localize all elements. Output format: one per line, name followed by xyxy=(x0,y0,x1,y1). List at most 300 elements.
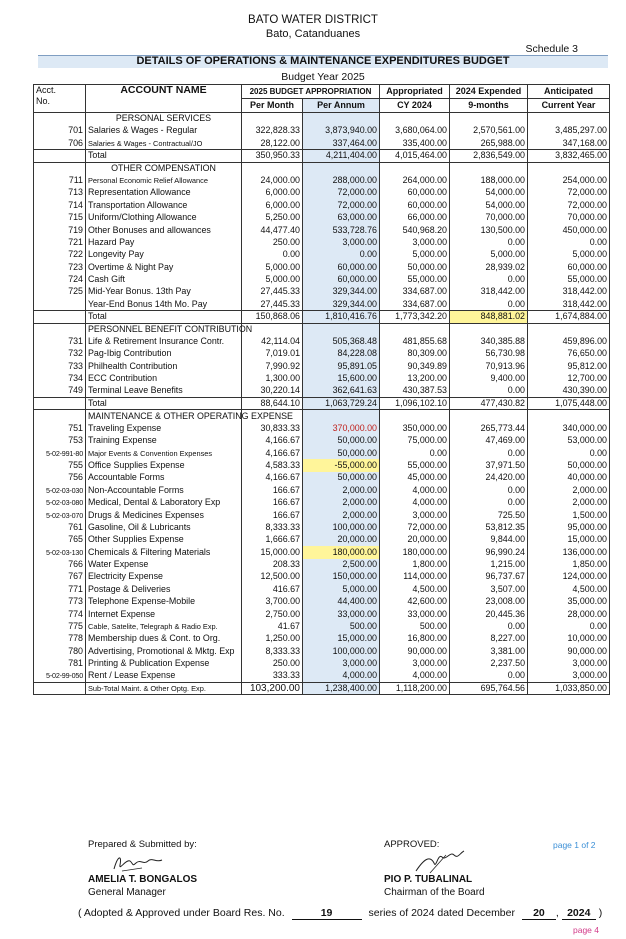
per-month-value: 166.67 xyxy=(242,497,303,509)
signature-chairman xyxy=(408,849,468,875)
table-row xyxy=(34,596,610,608)
anticipated-value: 53,000.00 xyxy=(528,435,610,447)
appropriated-value: 60,000.00 xyxy=(380,199,450,211)
page-four-note: page 4 xyxy=(573,925,599,935)
category-label: MAINTENANCE & OTHER OPERATING EXPENSE xyxy=(86,410,242,422)
per-month-value: 4,166.67 xyxy=(242,472,303,484)
total-row xyxy=(34,150,610,162)
appropriated-value: 500.00 xyxy=(380,621,450,633)
anticipated-value: 318,442.00 xyxy=(528,286,610,298)
page-one-note: page 1 of 2 xyxy=(553,840,596,850)
gm-name: AMELIA T. BONGALOS xyxy=(88,874,198,885)
per-annum-value: 100,000.00 xyxy=(303,521,380,533)
anticipated-value: 90,000.00 xyxy=(528,645,610,657)
table-row xyxy=(34,621,610,633)
per-annum-value: 15,600.00 xyxy=(303,373,380,385)
per-annum-value: 3,873,940.00 xyxy=(303,125,380,137)
category-label: OTHER COMPENSATION xyxy=(86,162,242,174)
account-name: Life & Retirement Insurance Contr. xyxy=(86,336,242,348)
table-row xyxy=(34,546,610,558)
per-annum-value: 150,000.00 xyxy=(303,571,380,583)
empty-cell xyxy=(528,323,610,335)
per-annum-value: 1,238,400.00 xyxy=(303,683,380,695)
adopt-text-b: series of 2024 dated December xyxy=(368,907,515,919)
acct-no: 749 xyxy=(34,385,86,397)
table-row xyxy=(34,187,610,199)
table-row xyxy=(34,497,610,509)
empty-cell xyxy=(380,323,450,335)
account-name: Medical, Dental & Laboratory Exp xyxy=(86,497,242,509)
per-month-value: 166.67 xyxy=(242,484,303,496)
prepared-by-label: Prepared & Submitted by: xyxy=(88,839,197,850)
per-month-value: 1,300.00 xyxy=(242,373,303,385)
table-row xyxy=(34,298,610,310)
appropriated-value: 33,000.00 xyxy=(380,608,450,620)
per-annum-value: 180,000.00 xyxy=(303,546,380,558)
expended-value: 96,737.67 xyxy=(450,571,528,583)
table-row xyxy=(34,484,610,496)
per-month-value: 42,114.04 xyxy=(242,336,303,348)
acct-no xyxy=(34,683,86,695)
anticipated-value: 3,000.00 xyxy=(528,670,610,682)
adopt-close: ) xyxy=(598,907,603,919)
expended-value: 725.50 xyxy=(450,509,528,521)
appropriated-value: 481,855.68 xyxy=(380,336,450,348)
per-month-value: 350,950.33 xyxy=(242,150,303,162)
appropriated-value: 55,000.00 xyxy=(380,459,450,471)
acct-header xyxy=(34,85,86,113)
per-month-header: Per Month xyxy=(242,99,303,113)
account-name: Philhealth Contribution xyxy=(86,360,242,372)
expended-value: 0.00 xyxy=(450,621,528,633)
table-row xyxy=(34,212,610,224)
appropriated-value: 55,000.00 xyxy=(380,274,450,286)
per-month-value: 27,445.33 xyxy=(242,298,303,310)
adopt-year: 2024 xyxy=(562,907,596,920)
expended-value: 265,988.00 xyxy=(450,137,528,149)
per-month-value: 27,445.33 xyxy=(242,286,303,298)
account-name: Longevity Pay xyxy=(86,249,242,261)
per-annum-value: 3,000.00 xyxy=(303,236,380,248)
category-label: PERSONAL SERVICES xyxy=(86,113,242,125)
per-month-value: 5,250.00 xyxy=(242,212,303,224)
acct-no: 773 xyxy=(34,596,86,608)
appropriated-value: 334,687.00 xyxy=(380,286,450,298)
appropriated-value: 90,000.00 xyxy=(380,645,450,657)
per-annum-value: 370,000.00 xyxy=(303,422,380,434)
expended-value: 0.00 xyxy=(450,385,528,397)
table-row xyxy=(34,286,610,298)
expended-value: 96,990.24 xyxy=(450,546,528,558)
expended-value: 56,730.98 xyxy=(450,348,528,360)
per-month-value: 7,019.01 xyxy=(242,348,303,360)
appropriated-value: 3,000.00 xyxy=(380,658,450,670)
anticipated-value: 1,674,884.00 xyxy=(528,311,610,323)
table-row xyxy=(34,521,610,533)
expended-value: 37,971.50 xyxy=(450,459,528,471)
expended-value: 2,237.50 xyxy=(450,658,528,670)
expended-value: 0.00 xyxy=(450,298,528,310)
chairman-title: Chairman of the Board xyxy=(384,887,485,898)
per-month-value: 28,122.00 xyxy=(242,137,303,149)
appropriated-value: 1,096,102.10 xyxy=(380,398,450,410)
acct-no: 5-02-03-080 xyxy=(34,497,86,509)
expended-value: 695,764.56 xyxy=(450,683,528,695)
empty-cell xyxy=(380,162,450,174)
appropriated-value: 334,687.00 xyxy=(380,298,450,310)
acct-cell xyxy=(34,323,86,335)
empty-cell xyxy=(242,162,303,174)
acct-header-l1: Acct. xyxy=(36,85,57,95)
appropriated-value: 3,680,064.00 xyxy=(380,125,450,137)
appropriated-value: 80,309.00 xyxy=(380,348,450,360)
table-row xyxy=(34,670,610,682)
acct-no: 5-02-03-070 xyxy=(34,509,86,521)
per-annum-value: 63,000.00 xyxy=(303,212,380,224)
per-month-value: 30,833.33 xyxy=(242,422,303,434)
per-annum-value: 505,368.48 xyxy=(303,336,380,348)
table-row xyxy=(34,360,610,372)
account-name: Terminal Leave Benefits xyxy=(86,385,242,397)
per-annum-value: 100,000.00 xyxy=(303,645,380,657)
anticipated-value: 55,000.00 xyxy=(528,274,610,286)
account-name: Traveling Expense xyxy=(86,422,242,434)
per-month-value: 250.00 xyxy=(242,236,303,248)
appropriated-value: 4,500.00 xyxy=(380,583,450,595)
expended-value: 318,442.00 xyxy=(450,286,528,298)
acct-no: 714 xyxy=(34,199,86,211)
per-annum-value: 362,641.63 xyxy=(303,385,380,397)
anticipated-value: 3,000.00 xyxy=(528,658,610,670)
per-annum-value: 84,228.08 xyxy=(303,348,380,360)
appropriated-value: 430,387.53 xyxy=(380,385,450,397)
per-annum-value: 5,000.00 xyxy=(303,583,380,595)
anticipated-value: 459,896.00 xyxy=(528,336,610,348)
appropriated-value: 264,000.00 xyxy=(380,174,450,186)
anticipated-header-l2: Current Year xyxy=(528,99,610,113)
account-name: Gasoline, Oil & Lubricants xyxy=(86,521,242,533)
account-name: Pag-Ibig Contribution xyxy=(86,348,242,360)
anticipated-value: 70,000.00 xyxy=(528,212,610,224)
adopt-comma: , xyxy=(555,907,559,919)
expended-value: 9,844.00 xyxy=(450,534,528,546)
per-month-value: 24,000.00 xyxy=(242,174,303,186)
anticipated-value: 28,000.00 xyxy=(528,608,610,620)
account-name: Internet Expense xyxy=(86,608,242,620)
table-row xyxy=(34,583,610,595)
anticipated-value: 72,000.00 xyxy=(528,199,610,211)
expended-value: 188,000.00 xyxy=(450,174,528,186)
table-row xyxy=(34,236,610,248)
approp-2025-header: 2025 BUDGET APPROPRIATION xyxy=(242,85,380,99)
anticipated-value: 0.00 xyxy=(528,447,610,459)
anticipated-value: 450,000.00 xyxy=(528,224,610,236)
appropriated-value: 335,400.00 xyxy=(380,137,450,149)
expended-value: 2,836,549.00 xyxy=(450,150,528,162)
signature-gm xyxy=(108,851,168,875)
expended-value: 24,420.00 xyxy=(450,472,528,484)
account-name: Other Bonuses and allowances xyxy=(86,224,242,236)
acct-no: 5-02-99-050 xyxy=(34,670,86,682)
per-annum-value: 3,000.00 xyxy=(303,658,380,670)
account-name: Uniform/Clothing Allowance xyxy=(86,212,242,224)
account-name: Drugs & Medicines Expenses xyxy=(86,509,242,521)
appropriated-value: 4,000.00 xyxy=(380,484,450,496)
per-annum-value: 4,211,404.00 xyxy=(303,150,380,162)
empty-cell xyxy=(380,113,450,125)
per-annum-value: 329,344.00 xyxy=(303,298,380,310)
per-month-value: 4,166.67 xyxy=(242,435,303,447)
expended-value: 0.00 xyxy=(450,670,528,682)
account-name: Cash Gift xyxy=(86,274,242,286)
table-header xyxy=(34,85,610,113)
expended-value: 70,913.96 xyxy=(450,360,528,372)
table-row xyxy=(34,336,610,348)
per-annum-value: 2,000.00 xyxy=(303,509,380,521)
per-month-value: 12,500.00 xyxy=(242,571,303,583)
account-name: Salaries & Wages - Contractual/JO xyxy=(86,137,242,149)
table-row xyxy=(34,633,610,645)
appropriated-value: 60,000.00 xyxy=(380,187,450,199)
per-annum-value: 50,000.00 xyxy=(303,435,380,447)
category-row xyxy=(34,323,610,335)
expended-value: 477,430.82 xyxy=(450,398,528,410)
per-month-value: 1,250.00 xyxy=(242,633,303,645)
expended-value: 54,000.00 xyxy=(450,187,528,199)
expended-value: 1,215.00 xyxy=(450,559,528,571)
acct-no: 715 xyxy=(34,212,86,224)
account-name: Year-End Bonus 14th Mo. Pay xyxy=(86,298,242,310)
account-name: Accountable Forms xyxy=(86,472,242,484)
anticipated-value: 347,168.00 xyxy=(528,137,610,149)
acct-no: 774 xyxy=(34,608,86,620)
per-annum-value: 60,000.00 xyxy=(303,274,380,286)
empty-cell xyxy=(380,410,450,422)
anticipated-value: 2,000.00 xyxy=(528,484,610,496)
account-name: Non-Accountable Forms xyxy=(86,484,242,496)
appropriated-value: 1,800.00 xyxy=(380,559,450,571)
category-row xyxy=(34,410,610,422)
empty-cell xyxy=(303,162,380,174)
table-row xyxy=(34,261,610,273)
per-annum-value: 95,891.05 xyxy=(303,360,380,372)
per-annum-value: -55,000.00 xyxy=(303,459,380,471)
anticipated-value: 0.00 xyxy=(528,621,610,633)
acct-no xyxy=(34,398,86,410)
anticipated-value: 60,000.00 xyxy=(528,261,610,273)
per-month-value: 150,868.06 xyxy=(242,311,303,323)
expended-value: 340,385.88 xyxy=(450,336,528,348)
empty-cell xyxy=(450,162,528,174)
acct-no: 753 xyxy=(34,435,86,447)
expended-value: 0.00 xyxy=(450,236,528,248)
per-annum-value: 288,000.00 xyxy=(303,174,380,186)
expended-value: 28,939.02 xyxy=(450,261,528,273)
anticipated-value: 35,000.00 xyxy=(528,596,610,608)
acct-no: 778 xyxy=(34,633,86,645)
total-row xyxy=(34,683,610,695)
acct-no: 724 xyxy=(34,274,86,286)
expended-value: 3,507.00 xyxy=(450,583,528,595)
anticipated-value: 76,650.00 xyxy=(528,348,610,360)
appropriated-value: 42,600.00 xyxy=(380,596,450,608)
per-month-value: 333.33 xyxy=(242,670,303,682)
table-row xyxy=(34,645,610,657)
adopt-day: 20 xyxy=(522,907,556,920)
account-name: Water Expense xyxy=(86,559,242,571)
anticipated-value: 3,832,465.00 xyxy=(528,150,610,162)
account-name: Advertising, Promotional & Mktg. Exp xyxy=(86,645,242,657)
acct-no: 723 xyxy=(34,261,86,273)
per-month-value: 3,700.00 xyxy=(242,596,303,608)
appropriated-value: 4,000.00 xyxy=(380,497,450,509)
account-name: ECC Contribution xyxy=(86,373,242,385)
table-row xyxy=(34,534,610,546)
table-row xyxy=(34,373,610,385)
anticipated-value: 5,000.00 xyxy=(528,249,610,261)
empty-cell xyxy=(303,323,380,335)
table-row xyxy=(34,472,610,484)
category-row xyxy=(34,162,610,174)
anticipated-value: 1,850.00 xyxy=(528,559,610,571)
acct-no: 780 xyxy=(34,645,86,657)
adopt-text-a: ( Adopted & Approved under Board Res. No. xyxy=(78,907,285,919)
anticipated-value: 340,000.00 xyxy=(528,422,610,434)
acct-cell xyxy=(34,113,86,125)
per-month-value: 6,000.00 xyxy=(242,199,303,211)
anticipated-value: 1,500.00 xyxy=(528,509,610,521)
appropriated-value: 180,000.00 xyxy=(380,546,450,558)
per-month-value: 416.67 xyxy=(242,583,303,595)
table-row xyxy=(34,385,610,397)
per-month-value: 6,000.00 xyxy=(242,187,303,199)
per-annum-value: 50,000.00 xyxy=(303,447,380,459)
table-row xyxy=(34,274,610,286)
per-month-value: 4,583.33 xyxy=(242,459,303,471)
org-location: Bato, Catanduanes xyxy=(265,28,361,40)
per-month-value: 8,333.33 xyxy=(242,645,303,657)
empty-cell xyxy=(528,162,610,174)
per-month-value: 88,644.10 xyxy=(242,398,303,410)
total-row xyxy=(34,398,610,410)
per-month-value: 166.67 xyxy=(242,509,303,521)
acct-no: 706 xyxy=(34,137,86,149)
acct-no: 766 xyxy=(34,559,86,571)
table-row xyxy=(34,608,610,620)
per-annum-value: 20,000.00 xyxy=(303,534,380,546)
gm-title: General Manager xyxy=(88,887,166,898)
expended-header-l1: 2024 Expended xyxy=(450,85,528,99)
schedule-label: Schedule 3 xyxy=(525,43,578,55)
appropriated-value: 540,968.20 xyxy=(380,224,450,236)
acct-no: 721 xyxy=(34,236,86,248)
table-row xyxy=(34,174,610,186)
anticipated-value: 12,700.00 xyxy=(528,373,610,385)
appropriated-value: 45,000.00 xyxy=(380,472,450,484)
per-annum-value: 533,728.76 xyxy=(303,224,380,236)
appropriated-value: 0.00 xyxy=(380,447,450,459)
appropriated-value: 20,000.00 xyxy=(380,534,450,546)
empty-cell xyxy=(528,410,610,422)
per-month-value: 250.00 xyxy=(242,658,303,670)
empty-cell xyxy=(242,113,303,125)
per-annum-value: 0.00 xyxy=(303,249,380,261)
per-annum-value: 72,000.00 xyxy=(303,199,380,211)
expended-value: 265,773.44 xyxy=(450,422,528,434)
appropriated-value: 50,000.00 xyxy=(380,261,450,273)
account-name: Printing & Publication Expense xyxy=(86,658,242,670)
anticipated-value: 136,000.00 xyxy=(528,546,610,558)
appropriated-value: 13,200.00 xyxy=(380,373,450,385)
acct-no: 731 xyxy=(34,336,86,348)
account-name: Electricity Expense xyxy=(86,571,242,583)
acct-header-l2: No. xyxy=(36,96,51,107)
per-annum-value: 500.00 xyxy=(303,621,380,633)
adoption-statement xyxy=(78,907,602,920)
per-month-value: 5,000.00 xyxy=(242,274,303,286)
account-name: Other Supplies Expense xyxy=(86,534,242,546)
expended-value: 3,381.00 xyxy=(450,645,528,657)
approved-label: APPROVED: xyxy=(384,839,440,850)
table-row xyxy=(34,137,610,149)
budget-year: Budget Year 2025 xyxy=(281,71,365,83)
expended-value: 0.00 xyxy=(450,484,528,496)
account-name: Overtime & Night Pay xyxy=(86,261,242,273)
acct-no: 756 xyxy=(34,472,86,484)
total-row xyxy=(34,311,610,323)
per-month-value: 44,477.40 xyxy=(242,224,303,236)
anticipated-value: 124,000.00 xyxy=(528,571,610,583)
expended-value: 0.00 xyxy=(450,274,528,286)
per-month-value: 2,750.00 xyxy=(242,608,303,620)
acct-no: 733 xyxy=(34,360,86,372)
account-name: Mid-Year Bonus. 13th Pay xyxy=(86,286,242,298)
acct-no xyxy=(34,298,86,310)
account-name: Cable, Satelite, Telegraph & Radio Exp. xyxy=(86,621,242,633)
empty-cell xyxy=(303,113,380,125)
appropriated-value: 350,000.00 xyxy=(380,422,450,434)
acct-no: 751 xyxy=(34,422,86,434)
anticipated-value: 254,000.00 xyxy=(528,174,610,186)
table-row xyxy=(34,459,610,471)
acct-no: 775 xyxy=(34,621,86,633)
account-name: Membership dues & Cont. to Org. xyxy=(86,633,242,645)
per-annum-value: 33,000.00 xyxy=(303,608,380,620)
anticipated-value: 95,000.00 xyxy=(528,521,610,533)
per-month-value: 103,200.00 xyxy=(242,683,303,695)
table-row xyxy=(34,447,610,459)
per-month-value: 1,666.67 xyxy=(242,534,303,546)
table-row xyxy=(34,571,610,583)
empty-cell xyxy=(528,113,610,125)
anticipated-value: 50,000.00 xyxy=(528,459,610,471)
acct-cell xyxy=(34,162,86,174)
acct-no: 732 xyxy=(34,348,86,360)
account-name: Sub-Total Maint. & Other Optg. Exp. xyxy=(86,683,242,695)
per-month-value: 15,000.00 xyxy=(242,546,303,558)
empty-cell xyxy=(303,410,380,422)
anticipated-value: 95,812.00 xyxy=(528,360,610,372)
anticipated-value: 4,500.00 xyxy=(528,583,610,595)
board-res-no: 19 xyxy=(292,907,362,920)
appropriated-value: 4,000.00 xyxy=(380,670,450,682)
account-name: Chemicals & Filtering Materials xyxy=(86,546,242,558)
expended-value: 54,000.00 xyxy=(450,199,528,211)
appropriated-value: 72,000.00 xyxy=(380,521,450,533)
appropriated-value: 3,000.00 xyxy=(380,509,450,521)
acct-no: 725 xyxy=(34,286,86,298)
account-name: Postage & Deliveries xyxy=(86,583,242,595)
